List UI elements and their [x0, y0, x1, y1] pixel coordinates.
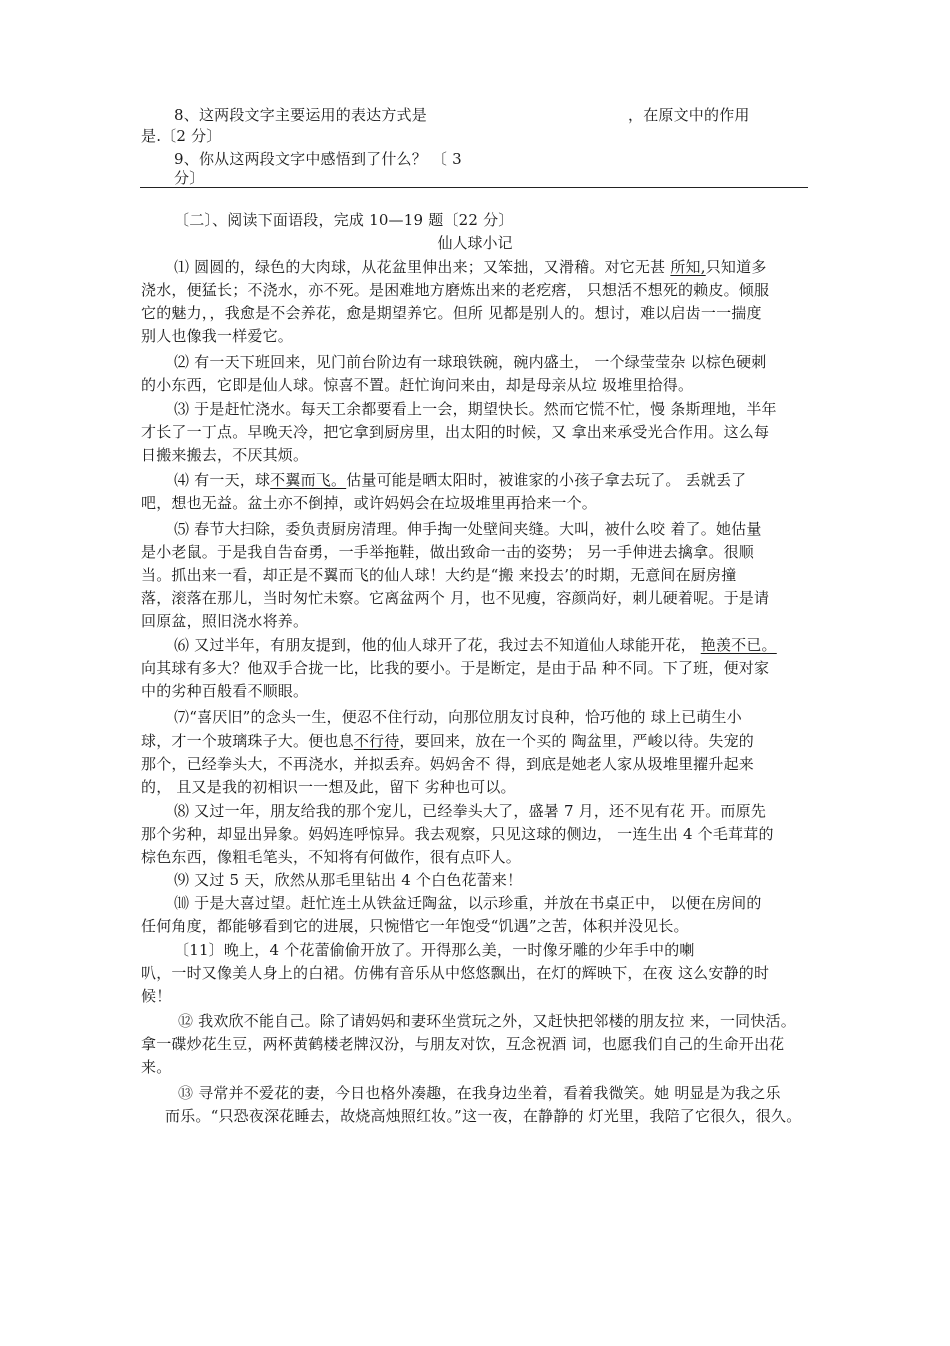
paragraph-5-line: 当。抓出来一看，却正是不翼而飞的仙人球！大约是“搬 来投去’的时期，无意间在厨房撞	[141, 566, 737, 584]
paragraph-8-line: 棕色东西，像粗毛笔头，不知将有何做作，很有点吓人。	[141, 848, 522, 866]
underlined-phrase: 艳羡不已。	[700, 636, 777, 654]
paragraph-11-line: 叭，一时又像美人身上的白裙。仿佛有音乐从中悠悠飘出，在灯的辉映下，在夜 这么安静的时	[141, 964, 770, 982]
paragraph-3-line: 日搬来搬去，不厌其烦。	[141, 446, 309, 464]
paragraph-11-line: 〔11〕晚上，4 个花蕾偷偷开放了。开得那么美，一时像牙雕的少年手中的喇	[174, 941, 695, 959]
paragraph-12-line: 来。	[141, 1058, 172, 1076]
paragraph-7-line: 球，才一个玻璃珠子大。便也息不行待，要回来，放在一个买的 陶盆里，严峻以待。失宠的	[141, 732, 754, 750]
underlined-phrase: 所知,	[670, 258, 706, 276]
question-8-prompt: 8、这两段文字主要运用的表达方式是	[174, 106, 427, 124]
paragraph-1-line: ⑴ 圆圆的，绿色的大肉球，从花盆里伸出来；又笨拙，又滑稽。对它无甚 所知,只知道多	[174, 258, 767, 276]
paragraph-8-line: ⑻ 又过一年，朋友给我的那个宠儿，已经拳头大了，盛暑 7 月，还不见有花 开。而原先	[174, 802, 767, 820]
paragraph-10-line: ⑽ 于是大喜过望。赶忙连土从铁盆迁陶盆，以示珍重，并放在书桌正中， 以便在房间的	[174, 894, 762, 912]
section-heading: 〔二〕、阅读下面语段，完成 10—19 题〔22 分〕	[174, 211, 514, 229]
paragraph-11-line: 候！	[141, 987, 172, 1005]
paragraph-6-line: 向其球有多大？他双手合拢一比，比我的要小。于是断定，是由于品 种不同。下了班，便对家	[141, 659, 770, 677]
article-title: 仙人球小记	[437, 234, 513, 252]
paragraph-9-line: ⑼ 又过 5 天，欣然从那毛里钻出 4 个白色花蕾来！	[174, 871, 523, 889]
question-8-score: 是.〔2 分〕	[141, 127, 222, 145]
paragraph-2-line: 的小东西，它即是仙人球。惊喜不置。赶忙询问来由，却是母亲从垃 圾堆里拾得。	[141, 376, 694, 394]
paragraph-7-line: ⑺“喜厌旧”的念头一生，便忍不住行动，向那位朋友讨良种，恰巧他的 球上已萌生小	[174, 708, 742, 726]
paragraph-1-line: 浇水，便猛长；不浇水，亦不死。是困难地方磨炼出来的老疙瘩， 只想活不想死的赖皮。倾服	[141, 281, 770, 299]
section-divider	[140, 187, 808, 188]
paragraph-12-line: ⑫ 我欢欣不能自己。除了请妈妈和妻环坐赏玩之外，又赶快把邻楼的朋友拉 来，一同快活。	[178, 1012, 796, 1030]
paragraph-2-line: ⑵ 有一天下班回来，见门前台阶边有一球琅铁碗，碗内盛土， 一个绿莹莹杂 以棕色硬刺	[174, 353, 767, 371]
paragraph-5-line: 回原盆，照旧浇水将养。	[141, 612, 309, 630]
paragraph-5-line: ⑸ 春节大扫除，委负责厨房清理。伸手掏一处壁间夹缝。大叫，被什么咬 着了。她估量	[174, 520, 762, 538]
paragraph-12-line: 拿一碟炒花生豆，两杯黄鹤楼老牌汉汾，与朋友对饮，互念祝酒 词，也愿我们自己的生命开出花	[141, 1035, 785, 1053]
paragraph-6-line: 中的劣种百般看不顺眼。	[141, 682, 309, 700]
paragraph-1-line: 别人也像我一样爱它。	[141, 327, 294, 345]
paragraph-7-line: 那个，已经拳头大，不再浇水，并拟丢弃。妈妈舍不 得，到底是她老人家从圾堆里擢升起来	[141, 755, 754, 773]
paragraph-4-line: 吧，想也无益。盆土亦不倒掉，或许妈妈会在垃圾堆里再拾来一个。	[141, 494, 598, 512]
paragraph-6-line: ⑹ 又过半年，有朋友提到，他的仙人球开了花，我过去不知道仙人球能开花， 艳羡不已。	[174, 636, 777, 654]
question-9-prompt: 9、你从这两段文字中感悟到了什么？ 〔 3	[174, 150, 462, 168]
paragraph-13-line: 而乐。“只恐夜深花睡去，故烧高烛照红妆。”这一夜，在静静的 灯光里，我陪了它很久，很久。	[165, 1107, 802, 1125]
paragraph-7-line: 的， 且又是我的初相识一一想及此，留下 劣种也可以。	[141, 778, 516, 796]
underlined-phrase: 不翼而飞。	[270, 471, 347, 489]
question-9-score: 分〕	[174, 169, 205, 187]
paragraph-13-line: ⑬ 寻常并不爱花的妻，今日也格外凑趣，在我身边坐着，看着我微笑。她 明显是为我之乐	[178, 1084, 781, 1102]
paragraph-5-line: 落，滚落在那儿，当时匆忙未察。它离盆两个 月，也不见瘦，容颜尚好，刺儿硬着呢。于是请	[141, 589, 770, 607]
underlined-phrase: 不行待	[353, 732, 400, 750]
paragraph-3-line: ⑶ 于是赶忙浇水。每天工余都要看上一会，期望快长。然而它慌不忙，慢 条斯理地，半年	[174, 400, 777, 418]
question-8-prompt-tail: ，在原文中的作用	[628, 106, 750, 124]
paragraph-5-line: 是小老鼠。于是我自告奋勇，一手举拖鞋，做出致命一击的姿势； 另一手伸进去擒拿。很顺	[141, 543, 754, 561]
paragraph-3-line: 才长了一丁点。早晚天冷，把它拿到厨房里，出太阳的时候，又 拿出来承受光合作用。这么每	[141, 423, 770, 441]
paragraph-10-line: 任何角度，都能够看到它的进展，只惋惜它一年饱受“饥遇”之苦，体积并没见长。	[141, 917, 689, 935]
paragraph-8-line: 那个劣种，却显出异象。妈妈连呼惊异。我去观察，只见这球的侧边， 一连生出 4 个毛茸茸的	[141, 825, 774, 843]
paragraph-1-line: 它的魅力，，我愈是不会养花，愈是期望养它。但所 见都是别人的。想讨，难以启齿一一揣度	[141, 304, 762, 322]
paragraph-4-line: ⑷ 有一天，球不翼而飞。估量可能是晒太阳时，被谁家的小孩子拿去玩了。 丢就丢了	[174, 471, 747, 489]
